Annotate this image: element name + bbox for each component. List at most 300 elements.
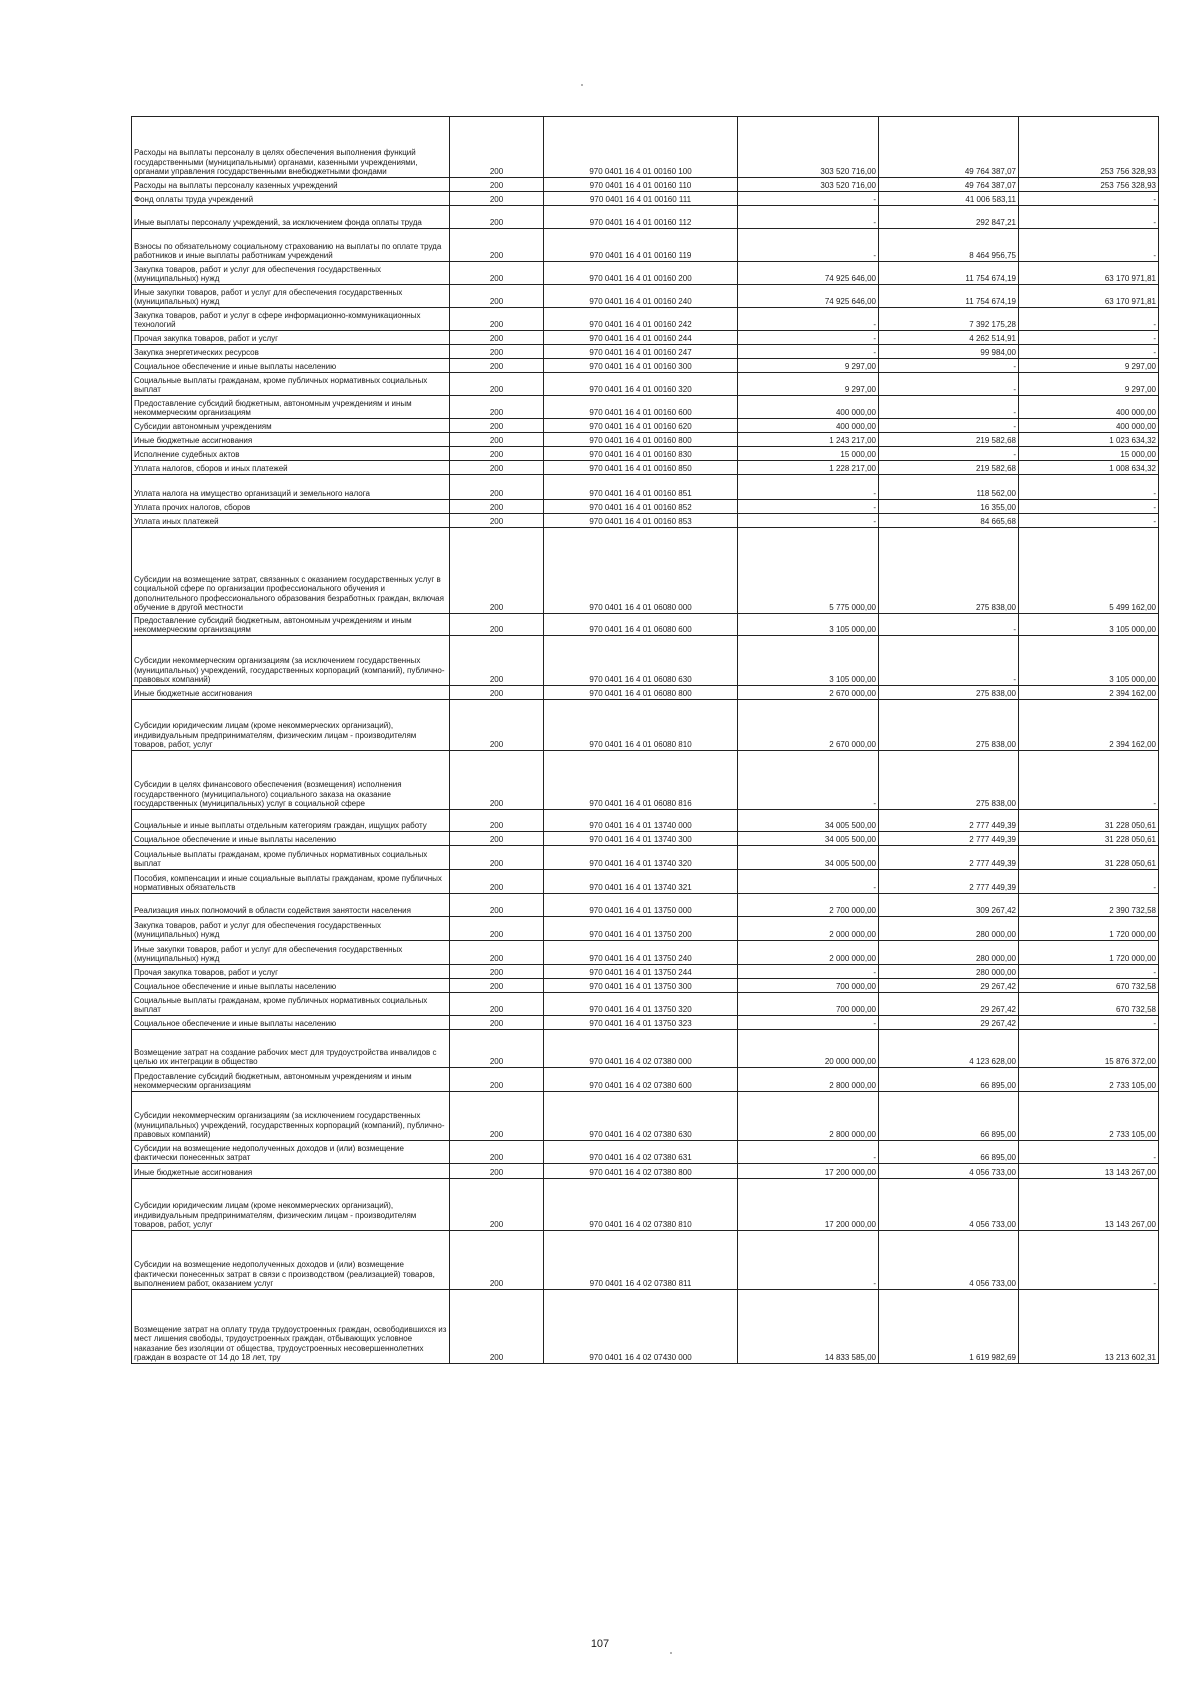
row-code: 200 [450, 1231, 544, 1290]
row-budget-classification-code: 970 0401 16 4 01 06080 630 [544, 636, 738, 686]
row-code: 200 [450, 894, 544, 917]
row-name: Социальные и иные выплаты отдельным категориям граждан, ищущих работу [132, 810, 450, 832]
row-budget-classification-code: 970 0401 16 4 01 00160 800 [544, 433, 738, 447]
row-approved-amount: 303 520 716,00 [738, 178, 879, 192]
row-code: 200 [450, 447, 544, 461]
table-row [132, 686, 1159, 700]
table-row [132, 1030, 1159, 1068]
row-name: Пособия, компенсации и иные социальные выплаты гражданам, кроме публичных нормативных обязательств [132, 870, 450, 894]
page-number: 107 [590, 1638, 610, 1650]
row-executed-amount: 41 006 583,11 [879, 192, 1019, 206]
row-unexecuted-amount: - [1019, 331, 1159, 345]
row-code: 200 [450, 1030, 544, 1068]
row-budget-classification-code: 970 0401 16 4 01 00160 850 [544, 461, 738, 475]
row-code: 200 [450, 993, 544, 1016]
row-unexecuted-amount: 9 297,00 [1019, 373, 1159, 396]
row-executed-amount: 275 838,00 [879, 751, 1019, 810]
row-code: 200 [450, 500, 544, 514]
row-code: 200 [450, 528, 544, 614]
table-row [132, 917, 1159, 941]
row-unexecuted-amount: 63 170 971,81 [1019, 262, 1159, 285]
row-executed-amount: 4 123 628,00 [879, 1030, 1019, 1068]
row-name: Иные бюджетные ассигнования [132, 433, 450, 447]
row-name: Прочая закупка товаров, работ и услуг [132, 965, 450, 979]
row-unexecuted-amount: 2 733 105,00 [1019, 1092, 1159, 1141]
row-name: Субсидии автономным учреждениям [132, 419, 450, 433]
row-executed-amount: 49 764 387,07 [879, 117, 1019, 178]
table-row [132, 117, 1159, 178]
row-approved-amount: 74 925 646,00 [738, 262, 879, 285]
row-code: 200 [450, 117, 544, 178]
row-approved-amount: 700 000,00 [738, 993, 879, 1016]
row-unexecuted-amount: 13 143 267,00 [1019, 1179, 1159, 1231]
row-approved-amount: - [738, 192, 879, 206]
row-executed-amount: 11 754 674,19 [879, 262, 1019, 285]
row-unexecuted-amount: 1 008 634,32 [1019, 461, 1159, 475]
row-executed-amount: 4 056 733,00 [879, 1179, 1019, 1231]
table-row [132, 846, 1159, 870]
row-executed-amount: 8 464 956,75 [879, 229, 1019, 262]
row-code: 200 [450, 832, 544, 846]
row-budget-classification-code: 970 0401 16 4 01 00160 851 [544, 475, 738, 500]
row-unexecuted-amount: 3 105 000,00 [1019, 636, 1159, 686]
row-budget-classification-code: 970 0401 16 4 02 07380 631 [544, 1141, 738, 1164]
row-approved-amount: 74 925 646,00 [738, 285, 879, 308]
table-row [132, 178, 1159, 192]
row-budget-classification-code: 970 0401 16 4 01 00160 242 [544, 308, 738, 331]
row-approved-amount: 400 000,00 [738, 419, 879, 433]
row-unexecuted-amount: 2 394 162,00 [1019, 686, 1159, 700]
row-budget-classification-code: 970 0401 16 4 01 06080 816 [544, 751, 738, 810]
row-budget-classification-code: 970 0401 16 4 01 00160 244 [544, 331, 738, 345]
row-executed-amount: 118 562,00 [879, 475, 1019, 500]
scan-speck [670, 1652, 672, 1654]
row-name: Иные бюджетные ассигнования [132, 1164, 450, 1179]
row-name: Уплата налога на имущество организаций и земельного налога [132, 475, 450, 500]
row-approved-amount: 2 000 000,00 [738, 917, 879, 941]
scan-speck [581, 84, 583, 86]
row-code: 200 [450, 846, 544, 870]
row-unexecuted-amount: 253 756 328,93 [1019, 178, 1159, 192]
row-budget-classification-code: 970 0401 16 4 01 00160 247 [544, 345, 738, 359]
row-approved-amount: 2 000 000,00 [738, 941, 879, 965]
row-approved-amount: 1 228 217,00 [738, 461, 879, 475]
row-unexecuted-amount: - [1019, 192, 1159, 206]
row-unexecuted-amount: 15 000,00 [1019, 447, 1159, 461]
row-approved-amount: 2 800 000,00 [738, 1068, 879, 1092]
row-approved-amount: 2 670 000,00 [738, 686, 879, 700]
row-approved-amount: 34 005 500,00 [738, 846, 879, 870]
row-budget-classification-code: 970 0401 16 4 01 00160 111 [544, 192, 738, 206]
row-name: Иные выплаты персоналу учреждений, за исключением фонда оплаты труда [132, 206, 450, 229]
row-approved-amount: 14 833 585,00 [738, 1290, 879, 1364]
row-executed-amount: - [879, 396, 1019, 419]
row-executed-amount: 309 267,42 [879, 894, 1019, 917]
row-code: 200 [450, 636, 544, 686]
table-row [132, 1068, 1159, 1092]
row-budget-classification-code: 970 0401 16 4 02 07380 630 [544, 1092, 738, 1141]
row-budget-classification-code: 970 0401 16 4 01 00160 119 [544, 229, 738, 262]
row-name: Субсидии юридическим лицам (кроме некоммерческих организаций), индивидуальным предпринимателям, физическим лицам - производителям товаров, работ, услуг [132, 700, 450, 751]
row-name: Реализация иных полномочий в области содействия занятости населения [132, 894, 450, 917]
row-unexecuted-amount: 400 000,00 [1019, 419, 1159, 433]
row-code: 200 [450, 396, 544, 419]
row-code: 200 [450, 979, 544, 993]
table-row [132, 206, 1159, 229]
row-approved-amount: - [738, 331, 879, 345]
row-name: Субсидии юридическим лицам (кроме некоммерческих организаций), индивидуальным предпринимателям, физическим лицам - производителям товаров, работ, услуг [132, 1179, 450, 1231]
row-budget-classification-code: 970 0401 16 4 01 06080 800 [544, 686, 738, 700]
row-approved-amount: - [738, 965, 879, 979]
row-executed-amount: - [879, 636, 1019, 686]
table-row [132, 262, 1159, 285]
row-budget-classification-code: 970 0401 16 4 01 13750 323 [544, 1016, 738, 1030]
row-approved-amount: 9 297,00 [738, 373, 879, 396]
row-name: Расходы на выплаты персоналу казенных учреждений [132, 178, 450, 192]
row-name: Возмещение затрат на создание рабочих мест для трудоустройства инвалидов с целью их интеграции в общество [132, 1030, 450, 1068]
row-code: 200 [450, 373, 544, 396]
row-unexecuted-amount: 31 228 050,61 [1019, 810, 1159, 832]
row-approved-amount: 700 000,00 [738, 979, 879, 993]
row-name: Исполнение судебных актов [132, 447, 450, 461]
table-row [132, 1092, 1159, 1141]
row-budget-classification-code: 970 0401 16 4 01 00160 112 [544, 206, 738, 229]
table-row [132, 1164, 1159, 1179]
row-approved-amount: 17 200 000,00 [738, 1164, 879, 1179]
table-row [132, 396, 1159, 419]
table-row [132, 1016, 1159, 1030]
row-unexecuted-amount: - [1019, 345, 1159, 359]
row-unexecuted-amount: 670 732,58 [1019, 993, 1159, 1016]
row-approved-amount: - [738, 206, 879, 229]
row-name: Расходы на выплаты персоналу в целях обеспечения выполнения функций государственными (муниципальными) органами, казенными учреждениями, органами управления государственными внебюджетными фондами [132, 117, 450, 178]
row-budget-classification-code: 970 0401 16 4 01 00160 830 [544, 447, 738, 461]
row-approved-amount: 1 243 217,00 [738, 433, 879, 447]
table-row [132, 528, 1159, 614]
table-row [132, 345, 1159, 359]
table-row [132, 229, 1159, 262]
row-approved-amount: 3 105 000,00 [738, 614, 879, 636]
row-code: 200 [450, 433, 544, 447]
row-executed-amount: 275 838,00 [879, 528, 1019, 614]
row-approved-amount: 2 800 000,00 [738, 1092, 879, 1141]
row-name: Социальное обеспечение и иные выплаты населению [132, 979, 450, 993]
row-code: 200 [450, 1092, 544, 1141]
row-budget-classification-code: 970 0401 16 4 02 07380 811 [544, 1231, 738, 1290]
row-code: 200 [450, 1179, 544, 1231]
row-approved-amount: - [738, 514, 879, 528]
row-budget-classification-code: 970 0401 16 4 01 13740 000 [544, 810, 738, 832]
row-budget-classification-code: 970 0401 16 4 01 06080 810 [544, 700, 738, 751]
row-name: Социальное обеспечение и иные выплаты населению [132, 359, 450, 373]
row-code: 200 [450, 345, 544, 359]
row-executed-amount: 219 582,68 [879, 433, 1019, 447]
row-name: Предоставление субсидий бюджетным, автономным учреждениям и иным некоммерческим организациям [132, 614, 450, 636]
row-executed-amount: 219 582,68 [879, 461, 1019, 475]
row-budget-classification-code: 970 0401 16 4 01 00160 100 [544, 117, 738, 178]
row-unexecuted-amount: 9 297,00 [1019, 359, 1159, 373]
table-row [132, 500, 1159, 514]
row-executed-amount: 99 984,00 [879, 345, 1019, 359]
row-code: 200 [450, 751, 544, 810]
row-unexecuted-amount: 13 213 602,31 [1019, 1290, 1159, 1364]
row-name: Иные закупки товаров, работ и услуг для обеспечения государственных (муниципальных) нужд [132, 941, 450, 965]
row-code: 200 [450, 686, 544, 700]
row-executed-amount: 1 619 982,69 [879, 1290, 1019, 1364]
table-row [132, 419, 1159, 433]
row-unexecuted-amount: 15 876 372,00 [1019, 1030, 1159, 1068]
row-executed-amount: 4 056 733,00 [879, 1231, 1019, 1290]
table-row [132, 192, 1159, 206]
row-approved-amount: 17 200 000,00 [738, 1179, 879, 1231]
budget-execution-table [131, 116, 1159, 1364]
row-budget-classification-code: 970 0401 16 4 01 00160 600 [544, 396, 738, 419]
row-budget-classification-code: 970 0401 16 4 02 07380 810 [544, 1179, 738, 1231]
row-executed-amount: 280 000,00 [879, 917, 1019, 941]
row-unexecuted-amount: 670 732,58 [1019, 979, 1159, 993]
row-executed-amount: 16 355,00 [879, 500, 1019, 514]
row-name: Субсидии некоммерческим организациям (за исключением государственных (муниципальных) учреждений, государственных корпораций (компаний), публично-правовых компаний) [132, 1092, 450, 1141]
row-code: 200 [450, 1164, 544, 1179]
row-executed-amount: 2 777 449,39 [879, 832, 1019, 846]
row-budget-classification-code: 970 0401 16 4 01 00160 110 [544, 178, 738, 192]
table-row [132, 308, 1159, 331]
row-approved-amount: 15 000,00 [738, 447, 879, 461]
row-budget-classification-code: 970 0401 16 4 02 07430 000 [544, 1290, 738, 1364]
row-unexecuted-amount: 2 733 105,00 [1019, 1068, 1159, 1092]
row-executed-amount: 2 777 449,39 [879, 870, 1019, 894]
table-row [132, 979, 1159, 993]
row-code: 200 [450, 359, 544, 373]
row-budget-classification-code: 970 0401 16 4 01 13750 244 [544, 965, 738, 979]
row-code: 200 [450, 206, 544, 229]
table-row [132, 461, 1159, 475]
row-executed-amount: 84 665,68 [879, 514, 1019, 528]
row-budget-classification-code: 970 0401 16 4 01 13740 300 [544, 832, 738, 846]
row-name: Закупка энергетических ресурсов [132, 345, 450, 359]
row-executed-amount: 66 895,00 [879, 1141, 1019, 1164]
row-approved-amount: - [738, 751, 879, 810]
row-unexecuted-amount: 1 720 000,00 [1019, 917, 1159, 941]
table-row [132, 941, 1159, 965]
row-name: Социальные выплаты гражданам, кроме публичных нормативных социальных выплат [132, 993, 450, 1016]
row-budget-classification-code: 970 0401 16 4 02 07380 800 [544, 1164, 738, 1179]
row-approved-amount: - [738, 1141, 879, 1164]
row-approved-amount: 3 105 000,00 [738, 636, 879, 686]
row-unexecuted-amount: - [1019, 308, 1159, 331]
row-name: Предоставление субсидий бюджетным, автономным учреждениям и иным некоммерческим организациям [132, 396, 450, 419]
row-unexecuted-amount: 13 143 267,00 [1019, 1164, 1159, 1179]
row-executed-amount: - [879, 447, 1019, 461]
row-unexecuted-amount: - [1019, 870, 1159, 894]
row-budget-classification-code: 970 0401 16 4 01 00160 852 [544, 500, 738, 514]
row-approved-amount: 303 520 716,00 [738, 117, 879, 178]
row-budget-classification-code: 970 0401 16 4 01 00160 200 [544, 262, 738, 285]
row-code: 200 [450, 700, 544, 751]
row-unexecuted-amount: 253 756 328,93 [1019, 117, 1159, 178]
row-name: Закупка товаров, работ и услуг для обеспечения государственных (муниципальных) нужд [132, 262, 450, 285]
row-name: Иные бюджетные ассигнования [132, 686, 450, 700]
row-approved-amount: - [738, 475, 879, 500]
row-unexecuted-amount: 1 023 634,32 [1019, 433, 1159, 447]
row-executed-amount: 2 777 449,39 [879, 846, 1019, 870]
row-budget-classification-code: 970 0401 16 4 02 07380 600 [544, 1068, 738, 1092]
row-unexecuted-amount: - [1019, 229, 1159, 262]
table-row [132, 373, 1159, 396]
row-approved-amount: 9 297,00 [738, 359, 879, 373]
row-approved-amount: - [738, 229, 879, 262]
row-approved-amount: 34 005 500,00 [738, 810, 879, 832]
row-approved-amount: - [738, 870, 879, 894]
row-unexecuted-amount: - [1019, 1016, 1159, 1030]
row-executed-amount: 280 000,00 [879, 941, 1019, 965]
table-row [132, 331, 1159, 345]
row-code: 200 [450, 178, 544, 192]
table-row [132, 447, 1159, 461]
row-name: Социальные выплаты гражданам, кроме публичных нормативных социальных выплат [132, 373, 450, 396]
row-executed-amount: 2 777 449,39 [879, 810, 1019, 832]
table-row [132, 614, 1159, 636]
row-code: 200 [450, 1290, 544, 1364]
row-code: 200 [450, 870, 544, 894]
row-budget-classification-code: 970 0401 16 4 01 00160 620 [544, 419, 738, 433]
row-code: 200 [450, 475, 544, 500]
row-approved-amount: 20 000 000,00 [738, 1030, 879, 1068]
row-unexecuted-amount: - [1019, 206, 1159, 229]
table-row [132, 433, 1159, 447]
row-name: Взносы по обязательному социальному страхованию на выплаты по оплате труда работников и иные выплаты работникам учреждений [132, 229, 450, 262]
row-unexecuted-amount: - [1019, 751, 1159, 810]
table-row [132, 894, 1159, 917]
row-unexecuted-amount: 2 394 162,00 [1019, 700, 1159, 751]
row-unexecuted-amount: - [1019, 1231, 1159, 1290]
row-code: 200 [450, 1016, 544, 1030]
row-name: Социальное обеспечение и иные выплаты населению [132, 832, 450, 846]
row-unexecuted-amount: - [1019, 500, 1159, 514]
row-executed-amount: 29 267,42 [879, 993, 1019, 1016]
row-approved-amount: - [738, 1231, 879, 1290]
table-row [132, 1290, 1159, 1364]
table-row [132, 965, 1159, 979]
row-name: Закупка товаров, работ и услуг для обеспечения государственных (муниципальных) нужд [132, 917, 450, 941]
row-executed-amount: 4 056 733,00 [879, 1164, 1019, 1179]
row-budget-classification-code: 970 0401 16 4 02 07380 000 [544, 1030, 738, 1068]
row-name: Уплата прочих налогов, сборов [132, 500, 450, 514]
row-executed-amount: 4 262 514,91 [879, 331, 1019, 345]
row-executed-amount: 49 764 387,07 [879, 178, 1019, 192]
row-approved-amount: - [738, 500, 879, 514]
budget-execution-table-page [131, 116, 1158, 1364]
row-code: 200 [450, 614, 544, 636]
row-unexecuted-amount: 31 228 050,61 [1019, 832, 1159, 846]
row-unexecuted-amount: 5 499 162,00 [1019, 528, 1159, 614]
table-row [132, 359, 1159, 373]
row-name: Иные закупки товаров, работ и услуг для обеспечения государственных (муниципальных) нужд [132, 285, 450, 308]
row-name: Социальные выплаты гражданам, кроме публичных нормативных социальных выплат [132, 846, 450, 870]
row-name: Уплата налогов, сборов и иных платежей [132, 461, 450, 475]
table-row [132, 700, 1159, 751]
row-executed-amount: 292 847,21 [879, 206, 1019, 229]
row-code: 200 [450, 810, 544, 832]
row-name: Субсидии на возмещение недополученных доходов и (или) возмещение фактически понесенных затрат [132, 1141, 450, 1164]
row-code: 200 [450, 917, 544, 941]
row-executed-amount: - [879, 614, 1019, 636]
row-approved-amount: 2 670 000,00 [738, 700, 879, 751]
row-name: Субсидии некоммерческим организациям (за исключением государственных (муниципальных) учреждений, государственных корпораций (компаний), публично-правовых компаний) [132, 636, 450, 686]
row-code: 200 [450, 285, 544, 308]
row-unexecuted-amount: 1 720 000,00 [1019, 941, 1159, 965]
row-unexecuted-amount: 31 228 050,61 [1019, 846, 1159, 870]
row-name: Субсидии на возмещение затрат, связанных с оказанием государственных услуг в социальной сфере по организации профессионального обучения и дополнительного профессионального образования безработных граждан, включая обучение в другой местности [132, 528, 450, 614]
row-name: Прочая закупка товаров, работ и услуг [132, 331, 450, 345]
row-budget-classification-code: 970 0401 16 4 01 13750 240 [544, 941, 738, 965]
row-unexecuted-amount: - [1019, 514, 1159, 528]
row-code: 200 [450, 229, 544, 262]
row-unexecuted-amount: 2 390 732,58 [1019, 894, 1159, 917]
table-row [132, 751, 1159, 810]
table-row [132, 1179, 1159, 1231]
row-code: 200 [450, 262, 544, 285]
table-row [132, 514, 1159, 528]
row-approved-amount: 5 775 000,00 [738, 528, 879, 614]
row-unexecuted-amount: 63 170 971,81 [1019, 285, 1159, 308]
row-code: 200 [450, 192, 544, 206]
row-approved-amount: - [738, 308, 879, 331]
row-executed-amount: 7 392 175,28 [879, 308, 1019, 331]
row-name: Предоставление субсидий бюджетным, автономным учреждениям и иным некоммерческим организациям [132, 1068, 450, 1092]
row-name: Закупка товаров, работ и услуг в сфере информационно-коммуникационных технологий [132, 308, 450, 331]
row-unexecuted-amount: - [1019, 475, 1159, 500]
row-executed-amount: - [879, 419, 1019, 433]
row-budget-classification-code: 970 0401 16 4 01 06080 000 [544, 528, 738, 614]
table-row [132, 810, 1159, 832]
table-row [132, 993, 1159, 1016]
row-budget-classification-code: 970 0401 16 4 01 13750 200 [544, 917, 738, 941]
row-unexecuted-amount: - [1019, 965, 1159, 979]
row-code: 200 [450, 308, 544, 331]
row-code: 200 [450, 1068, 544, 1092]
row-executed-amount: - [879, 373, 1019, 396]
row-unexecuted-amount: 400 000,00 [1019, 396, 1159, 419]
row-code: 200 [450, 941, 544, 965]
table-row [132, 636, 1159, 686]
row-budget-classification-code: 970 0401 16 4 01 06080 600 [544, 614, 738, 636]
row-budget-classification-code: 970 0401 16 4 01 00160 240 [544, 285, 738, 308]
row-budget-classification-code: 970 0401 16 4 01 13750 000 [544, 894, 738, 917]
table-row [132, 475, 1159, 500]
row-unexecuted-amount: 3 105 000,00 [1019, 614, 1159, 636]
row-approved-amount: 2 700 000,00 [738, 894, 879, 917]
row-name: Уплата иных платежей [132, 514, 450, 528]
table-row [132, 285, 1159, 308]
row-code: 200 [450, 461, 544, 475]
table-row [132, 832, 1159, 846]
row-approved-amount: - [738, 1016, 879, 1030]
row-budget-classification-code: 970 0401 16 4 01 00160 853 [544, 514, 738, 528]
table-body [132, 117, 1159, 1364]
row-name: Социальное обеспечение и иные выплаты населению [132, 1016, 450, 1030]
table-row [132, 870, 1159, 894]
row-budget-classification-code: 970 0401 16 4 01 13750 320 [544, 993, 738, 1016]
row-executed-amount: 275 838,00 [879, 686, 1019, 700]
row-executed-amount: 66 895,00 [879, 1092, 1019, 1141]
row-name: Субсидии в целях финансового обеспечения (возмещения) исполнения государственного (муниципального) социального заказа на оказание государственных (муниципальных) услуг в социальной сфере [132, 751, 450, 810]
row-code: 200 [450, 514, 544, 528]
row-executed-amount: 11 754 674,19 [879, 285, 1019, 308]
row-unexecuted-amount: - [1019, 1141, 1159, 1164]
row-executed-amount: 29 267,42 [879, 1016, 1019, 1030]
row-code: 200 [450, 1141, 544, 1164]
